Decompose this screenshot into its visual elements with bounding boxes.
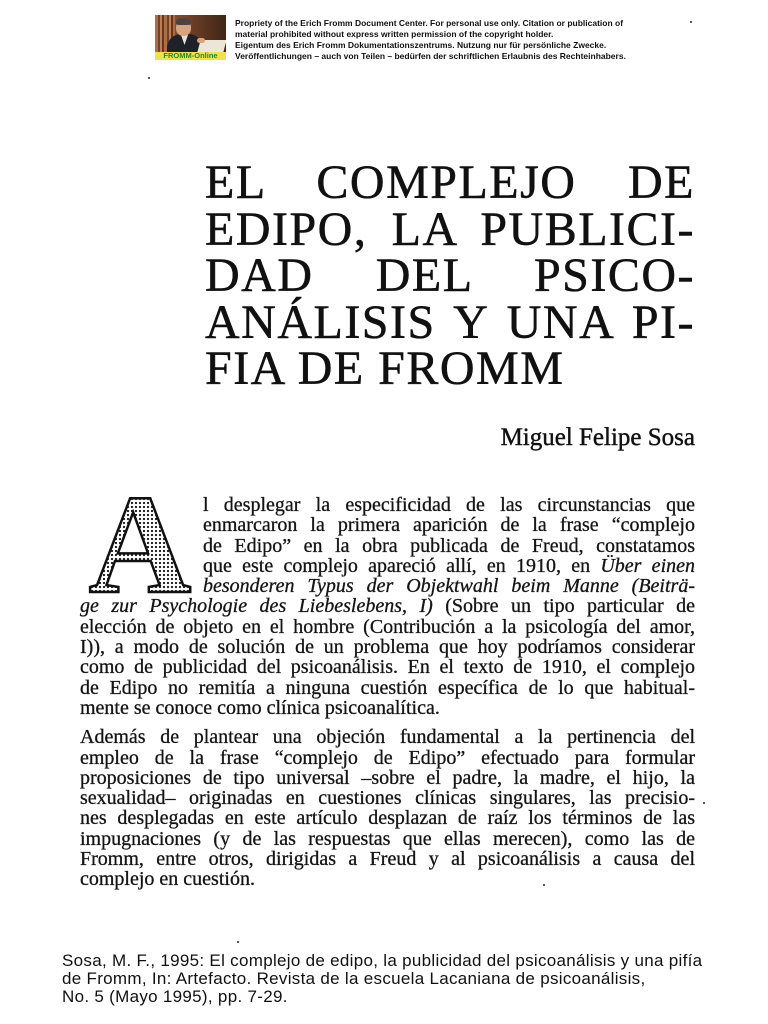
scan-speck <box>543 884 545 886</box>
text-run: proposiciones de tipo universal –sobre el padre, la madre, el hijo, la <box>80 766 695 789</box>
hand-shape <box>197 38 205 43</box>
article-body <box>80 495 695 890</box>
text-line <box>80 495 695 515</box>
author-name: Miguel Felipe Sosa <box>500 424 695 451</box>
scan-speck <box>690 21 692 23</box>
text-run: impugnaciones (y de las respuestas que ellas merecen), como las de <box>80 827 695 850</box>
text-run: como de publicidad del psicoanálisis. En el texto de 1910, el complejo <box>80 656 695 679</box>
citation <box>62 952 702 1006</box>
article-title <box>205 156 695 395</box>
text-line <box>80 829 695 849</box>
text-line <box>80 556 695 576</box>
notice-line: material prohibited without express written permission of the copyright holder. <box>235 28 554 39</box>
logo-portrait-photo <box>155 15 226 52</box>
scan-speck <box>148 77 150 79</box>
text-line <box>80 808 695 828</box>
text-line <box>80 617 695 637</box>
text-run: que este complejo apareció allí, en 1910, en <box>203 554 601 577</box>
text-line <box>80 768 695 788</box>
citation-line: Sosa, M. F., 1995: El complejo de edipo, la publicidad del psicoanálisis y una pifía <box>62 950 703 970</box>
text-line <box>80 536 695 556</box>
fromm-online-logo <box>155 15 226 60</box>
italic-text: Über einen <box>600 554 695 577</box>
scan-speck <box>237 941 239 943</box>
text-line <box>80 748 695 768</box>
text-run: Fromm, entre otros, dirigidas a Freud y al psicoanálisis a causa del <box>80 848 695 871</box>
title-line: EL COMPLEJO DE <box>205 156 695 209</box>
text-line <box>80 869 695 889</box>
paragraph <box>80 495 695 718</box>
notice-line: Propriety of the Erich Fromm Document Center. For personal use only. Citation or publication of <box>235 17 624 28</box>
text-line <box>80 678 695 698</box>
notice-line: Veröffentlichungen – auch von Teilen – bedürfen der schriftlichen Erlaubnis des Rechteinhabers. <box>235 51 626 62</box>
text-line <box>80 515 695 535</box>
text-line <box>80 657 695 677</box>
text-run: I)), a modo de solución de un problema que hoy podríamos considerar <box>80 636 695 659</box>
text-run: de Edipo” en la obra publicada de Freud, constatamos <box>203 534 695 557</box>
text-line <box>80 576 695 596</box>
text-run: sexualidad– originadas en cuestiones clínicas singulares, las precisio- <box>80 787 695 810</box>
text-run: enmarcaron la primera aparición de la frase “complejo <box>203 514 695 537</box>
text-run: empleo de la frase “complejo de Edipo” efectuado para formular <box>80 746 695 769</box>
text-run: elección de objeto en el hombre (Contribución a la psicología del amor, <box>80 615 695 638</box>
notice-line: Eigentum des Erich Fromm Dokumentationszentrums. Nutzung nur für persönliche Zwecke. <box>235 40 607 51</box>
citation-line: No. 5 (Mayo 1995), pp. 7-29. <box>62 986 288 1006</box>
title-line: ANÁLISIS Y UNA PI- <box>205 295 695 349</box>
text-run: (Sobre un tipo particular de <box>432 595 696 618</box>
citation-line: de Fromm, In: Artefacto. Revista de la escuela Lacaniana de psicoanálisis, <box>62 968 646 988</box>
title-line: DAD DEL PSICO- <box>205 249 695 302</box>
text-line <box>80 596 695 616</box>
italic-text: besonderen Typus der Objektwahl beim Manne (Beiträ- <box>203 575 695 598</box>
text-run: complejo en cuestión. <box>80 868 255 891</box>
text-run: Además de plantear una objeción fundamental a la pertinencia del <box>80 726 695 749</box>
title-line: EDIPO, LA PUBLICI- <box>205 202 695 256</box>
text-line <box>80 698 695 718</box>
hair-shape <box>176 18 191 25</box>
text-run: de Edipo no remitía a ninguna cuestión específica de lo que habitual- <box>80 676 695 699</box>
text-line <box>80 788 695 808</box>
text-run: nes desplegadas en este artículo desplazan de raíz los términos de las <box>80 807 695 830</box>
text-run: l desplegar la especificidad de las circunstancias que <box>203 494 695 516</box>
logo-label: FROMM-Online <box>155 52 226 60</box>
title-line: FIA DE FROMM <box>205 342 565 395</box>
text-run: mente se conoce como clínica psicoanalítica. <box>80 696 440 719</box>
text-line <box>80 727 695 747</box>
text-line <box>80 849 695 869</box>
scan-speck <box>703 802 705 804</box>
paragraph <box>80 727 695 889</box>
italic-text: ge zur Psychologie des Liebeslebens, I) <box>80 595 433 618</box>
copyright-notice <box>235 18 626 63</box>
text-line <box>80 637 695 657</box>
dropcap-letter: A <box>88 493 192 595</box>
